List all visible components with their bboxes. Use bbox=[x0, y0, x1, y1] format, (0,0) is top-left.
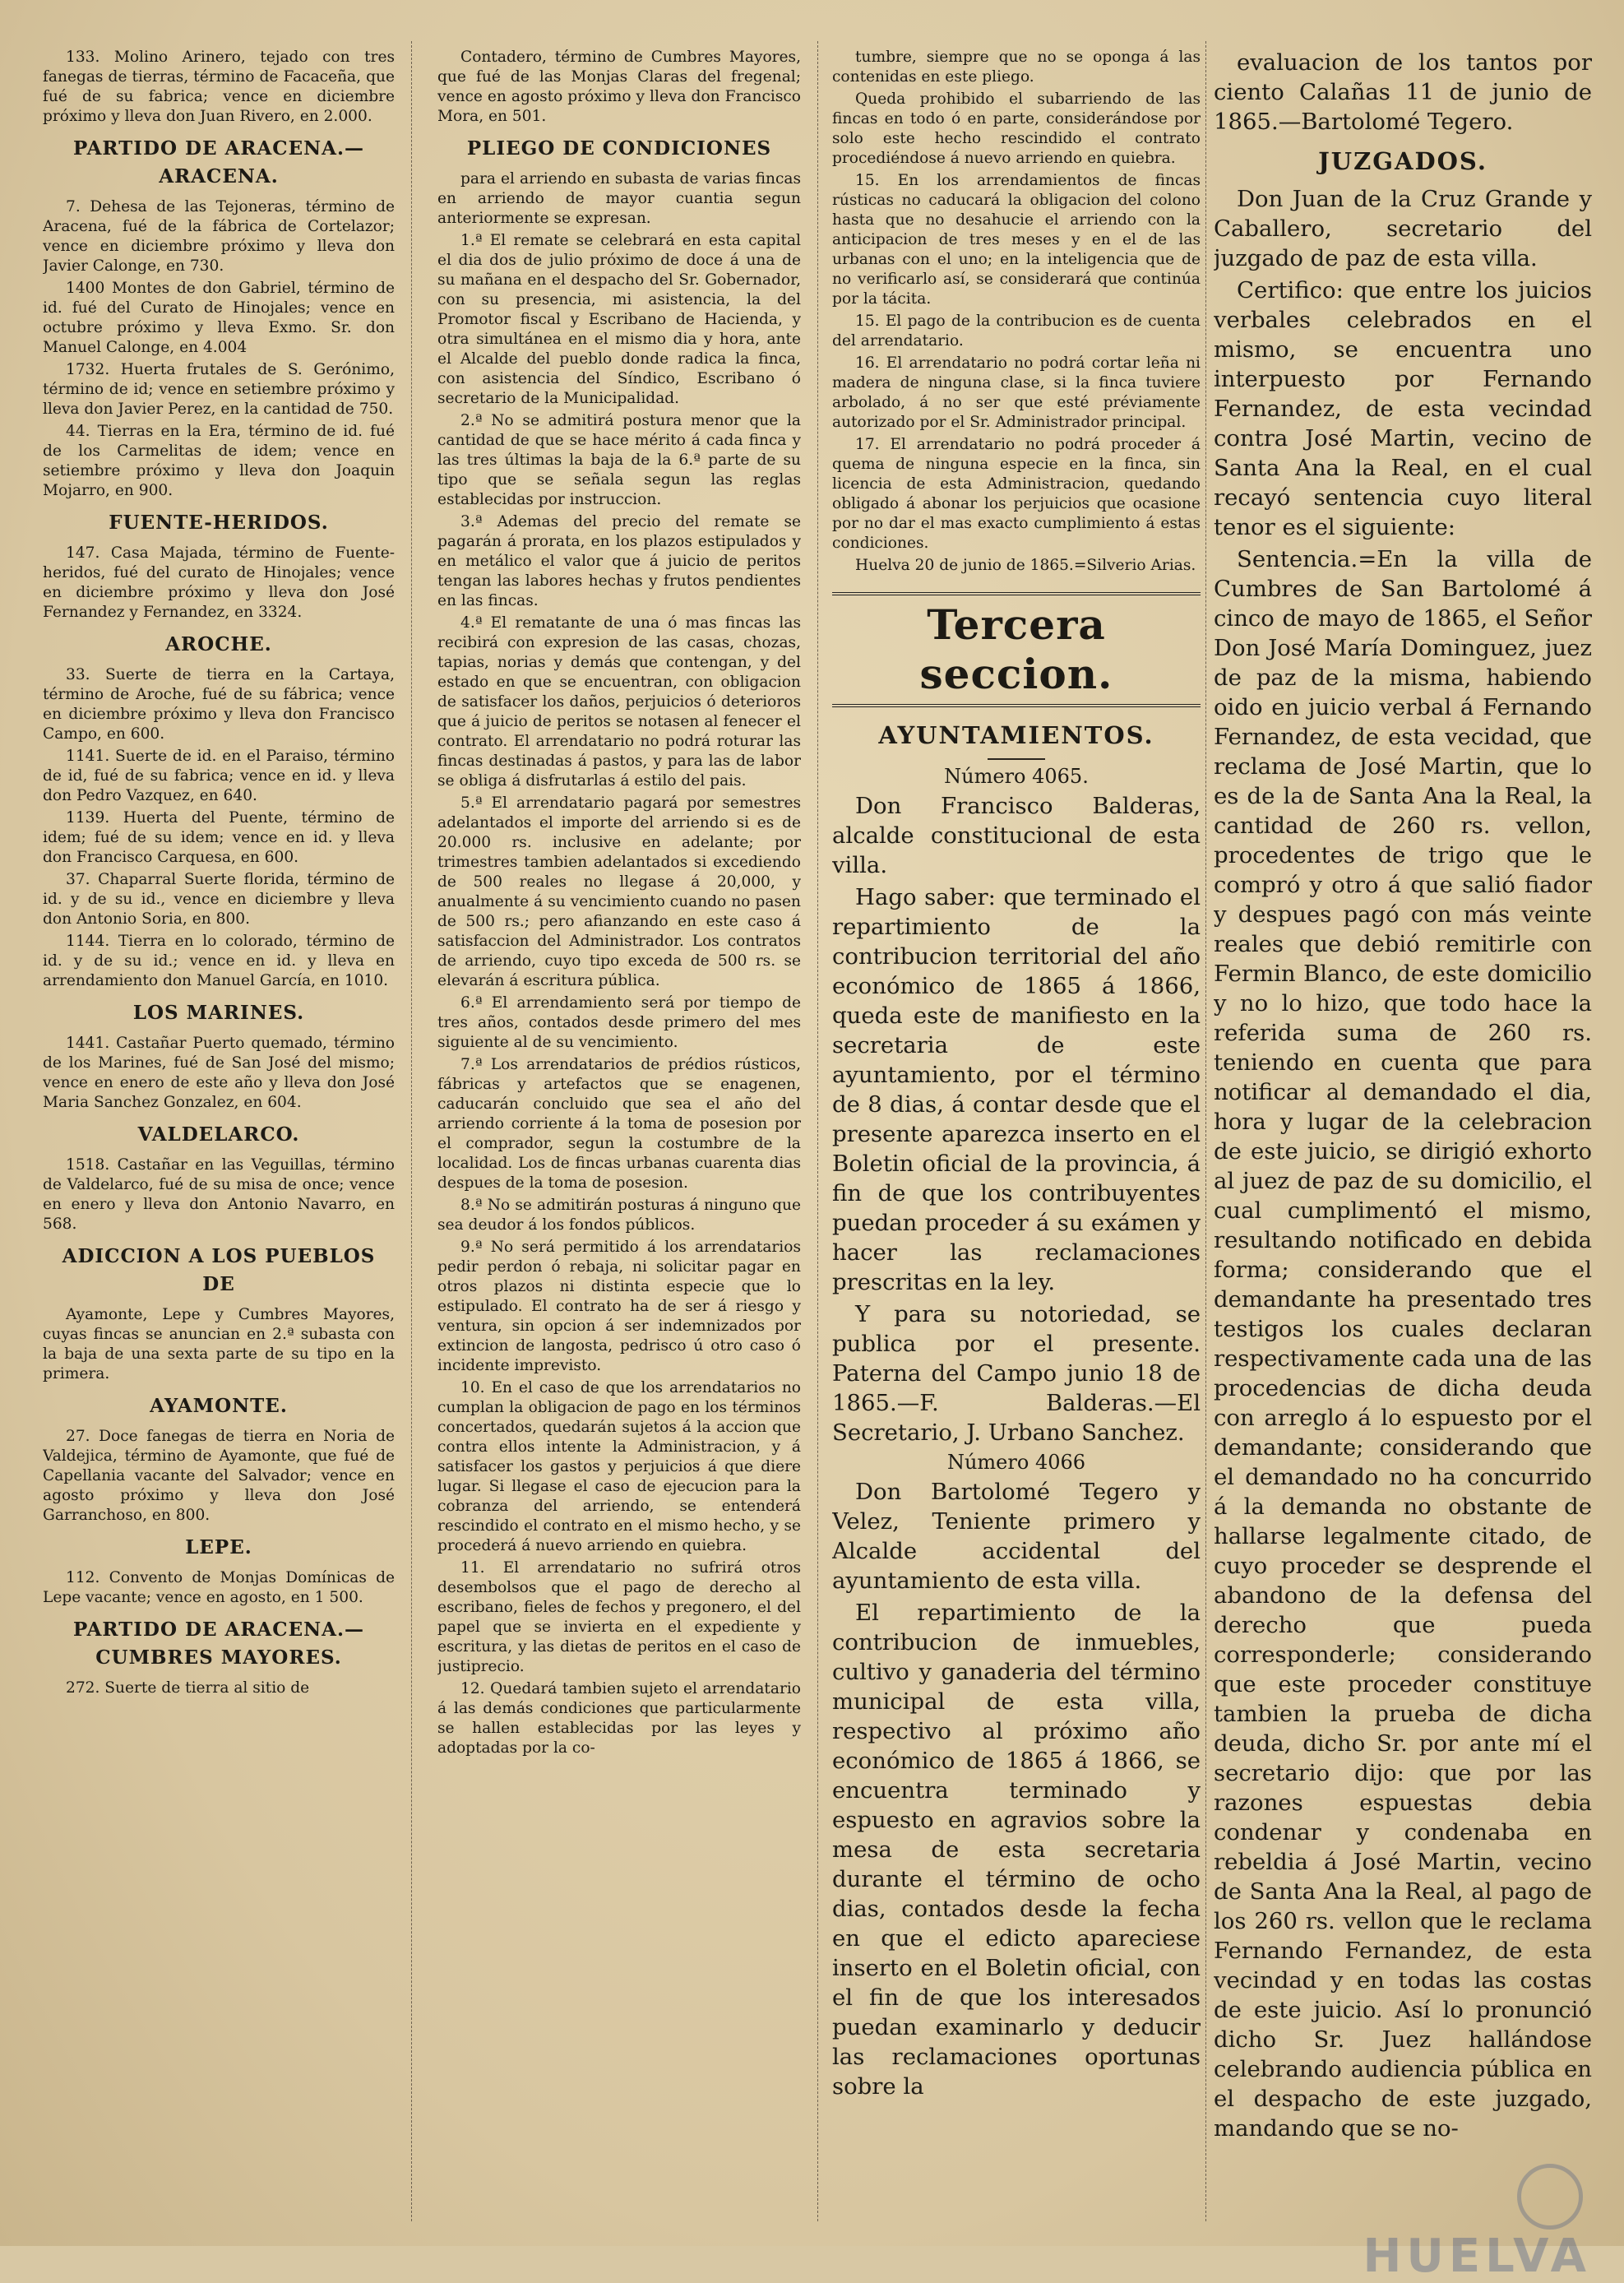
text-paragraph: 11. El arrendatario no sufrirá otros desembolsos que el pago de derecho al escribano, fieles de fechos y pregonero, el del papel que se invierta en el expediente y escritura, y las dietas de peritos en el caso de justiprecio. bbox=[437, 1559, 801, 1675]
column-divider bbox=[1205, 41, 1206, 2221]
notice-paragraph: Don Bartolomé Tegero y Velez, Teniente primero y Alcalde accidental del ayuntamiento de esta villa. bbox=[832, 1479, 1201, 1594]
text-paragraph: 1518. Castañar en las Veguillas, término de Valdelarco, fué de su misa de once; vence en enero y lleva don Antonio Navarro, en 568. bbox=[43, 1156, 395, 1233]
text-paragraph: para el arriendo en subasta de varias fincas en arriendo de mayor cuantia segun anteriormente se expresan. bbox=[437, 170, 801, 227]
section-heading: AYUNTAMIENTOS. bbox=[878, 721, 1154, 749]
short-rule bbox=[988, 758, 1045, 760]
text-paragraph: 17. El arrendatario no podrá proceder á quema de ninguna especie en la finca, sin licencia de esta Administracion, quedando obligado á abonar los perjuicios que ocasione por no dar el mas exacto cumplimiento á estas condiciones. bbox=[832, 436, 1201, 552]
text-paragraph: 1139. Huerta del Puente, término de idem; fué de su idem; vence en id. y lleva don Francisco Carquesa, en 600. bbox=[43, 809, 395, 866]
text-paragraph: 272. Suerte de tierra al sitio de bbox=[66, 1679, 310, 1697]
text-paragraph: 15. En los arrendamientos de fincas rústicas no caducará la obligacion del colono hasta que no desahucie el arriendo con la anticipacion de tres meses y en el de las urbanas con el uno; en la inteligencia que de no verificarlo así, se considerará que continúa por la tácita. bbox=[832, 172, 1201, 308]
section-banner-title: Tercera seccion. bbox=[919, 600, 1113, 698]
column-divider bbox=[817, 41, 818, 2221]
notice-paragraph: Don Francisco Balderas, alcalde constitucional de esta villa. bbox=[832, 793, 1201, 878]
text-paragraph: 1441. Castañar Puerto quemado, término de los Marines, fué de San José del mismo; vence en enero de este año y lleva don José Maria Sanchez Gonzalez, en 604. bbox=[43, 1035, 395, 1111]
section-heading: AYAMONTE. bbox=[150, 1395, 288, 1417]
text-paragraph: 37. Chaparral Suerte florida, término de id. y de su id., vence en diciembre y lleva don Antonio Soria, en 800. bbox=[43, 871, 395, 928]
section-heading: AROCHE. bbox=[165, 633, 272, 655]
text-paragraph: 5.ª El arrendatario pagará por semestres adelantados el importe del arriendo si es de 20.000 rs. inclusive en adelante; por trimestres tambien adelantados si excediendo de 500 reales no llegase á 20,000, y anualmente á su vencimiento cuando no pasen de 500 rs.; pero afianzando en este caso á satisfaccion del Administrador. Los contratos de arriendo, cuyo tipo exceda de 500 rs. se elevarán á escritura pública. bbox=[437, 794, 801, 989]
text-paragraph: 133. Molino Arinero, tejado con tres fanegas de tierras, término de Facaceña, que fué de su fabrica; vence en diciembre próximo y lleva don Juan Rivero, en 2.000. bbox=[43, 49, 395, 125]
section-heading: VALDELARCO. bbox=[137, 1123, 300, 1146]
section-banner bbox=[832, 592, 1201, 707]
text-paragraph: 1400 Montes de don Gabriel, término de id. fué del Curato de Hinojales; vence en octubre próximo y lleva Exmo. Sr. don Manuel Calonge, en 4.004 bbox=[43, 280, 395, 356]
text-paragraph: 16. El arrendatario no podrá cortar leña ni madera de ninguna clase, si la finca tuviere arbolado, á no ser que esté préviamente autorizado por el Sr. Administrador principal. bbox=[832, 354, 1201, 431]
text-paragraph: 7. Dehesa de las Tejoneras, término de Aracena, fué de la fábrica de Cortelazor; vence en diciembre próximo y lleva don Javier Calonge, en 730. bbox=[43, 198, 395, 275]
text-paragraph: 10. En el caso de que los arrendatarios no cumplan la obligacion de pago en los términos concertados, quedarán sujetos á la accion que contra ellos intente la Administracion, y á satisfacer los gastos y perjuicios á que diere lugar. Si llegase el caso de ejecucion para la cobranza del arriendo, se entenderá rescindido el contrato en el mismo hecho, y se procederá á nuevo arriendo en quiebra. bbox=[437, 1379, 801, 1554]
text-paragraph: 3.ª Ademas del precio del remate se pagarán á prorata, en los plazos estipulados y en metálico el valor que á juicio de peritos tengan las labores hechas y frutos pendientes en las fincas. bbox=[437, 513, 801, 609]
section-heading: PLIEGO DE CONDICIONES bbox=[466, 137, 772, 160]
text-paragraph: tumbre, siempre que no se oponga á las contenidas en este pliego. bbox=[832, 49, 1201, 86]
text-paragraph: 15. El pago de la contribucion es de cuenta del arrendatario. bbox=[832, 313, 1201, 350]
column-1 bbox=[43, 48, 395, 2221]
notice-paragraph: evaluacion de los tantos por ciento Calañas 11 de junio de 1865.—Bartolomé Tegero. bbox=[1214, 49, 1592, 135]
notice-number: Número 4066 bbox=[946, 1451, 1086, 1474]
text-paragraph: 8.ª No se admitirán posturas á ninguno que sea deudor á los fondos públicos. bbox=[437, 1197, 801, 1234]
text-paragraph: 1141. Suerte de id. en el Paraiso, término de id, fué de su fabrica; vence en id. y lleva don Pedro Vazquez, en 640. bbox=[43, 748, 395, 804]
text-paragraph: 147. Casa Majada, término de Fuente-heridos, fué del curato de Hinojales; vence en diciembre próximo y lleva don José Fernandez y Fernandez, en 3324. bbox=[43, 544, 395, 621]
column-4 bbox=[1214, 48, 1592, 2221]
text-paragraph: 1144. Tierra en lo colorado, término de id. y de su id.; vence en id. y lleva en arrendamiento don Manuel García, en 1010. bbox=[43, 933, 395, 989]
seal-icon bbox=[1517, 2164, 1583, 2230]
text-paragraph: 4.ª El rematante de una ó mas fincas las recibirá con expresion de las casas, chozas, tapias, norias y demás que contengan, y del estado en que se encuentran, con obligacion de satisfacer los daños, perjuicios ó deterioros que á juicio de peritos se notasen al fenecer el contrato. El arrendatario no podrá roturar las fincas destinadas á pastos, y para las de labor se obliga á disfrutarlas á estilo del pais. bbox=[437, 614, 801, 790]
column-3 bbox=[832, 48, 1201, 2221]
notice-paragraph: Y para su notoriedad, se publica por el presente. Paterna del Campo junio 18 de 1865.—F. Balderas.—El Secretario, J. Urbano Sanchez. bbox=[832, 1301, 1201, 1446]
archive-watermark bbox=[1336, 2164, 1591, 2283]
column-divider bbox=[411, 41, 412, 2221]
text-paragraph: 44. Tierras en la Era, término de id. fué de los Carmelitas de idem; vence en setiembre próximo y lleva don Joaquin Mojarro, en 900. bbox=[43, 423, 395, 499]
section-heading: JUZGADOS. bbox=[1318, 147, 1488, 175]
text-paragraph: 7.ª Los arrendatarios de prédios rústicos, fábricas y artefactos que se enagenen, caducarán concluido que sea el año del arriendo corriente á la toma de posesion por el comprador, segun la costumbre de la localidad. Los de fincas urbanas cuarenta dias despues de la toma de posesion. bbox=[437, 1056, 801, 1192]
watermark-text: HUELVA bbox=[1363, 2230, 1591, 2283]
text-paragraph: 33. Suerte de tierra en la Cartaya, término de Aroche, fué de su fábrica; vence en diciembre próximo y lleva don Francisco Campo, en 600. bbox=[43, 666, 395, 743]
text-paragraph: 1.ª El remate se celebrará en esta capital el dia dos de julio próximo de doce á una de su mañana en el despacho del Sr. Gobernador, con su presencia, mi asistencia, la del Promotor fiscal y Escribano de Hacienda, y otra simultánea en el mismo dia y hora, ante el Alcalde del pueblo donde radica la finca, con asistencia del Síndico, Escribano ó secretario de la Municipalidad. bbox=[437, 232, 801, 407]
text-paragraph: Ayamonte, Lepe y Cumbres Mayores, cuyas fincas se anuncian en 2.ª subasta con la baja de una sexta parte de su tipo en la primera. bbox=[43, 1306, 395, 1382]
text-paragraph: 6.ª El arrendamiento será por tiempo de tres años, contados desde primero del mes siguiente al de su vencimiento. bbox=[437, 994, 801, 1051]
text-paragraph: Queda prohibido el subarriendo de las fincas en todo ó en parte, considerándose por solo este hecho rescindido el contrato procediéndose á nuevo arriendo en quiebra. bbox=[832, 90, 1201, 167]
text-paragraph: 9.ª No será permitido á los arrendatarios pedir perdon ó rebaja, ni solicitar pagar en otros plazos ni distinta especie que lo estipulado. El contrato ha de ser á riesgo y ventura, sin opcion á ser indemnizados por extincion de langosta, pedrisco ú otro caso ó incidente imprevisto. bbox=[437, 1239, 801, 1374]
section-heading: LEPE. bbox=[185, 1536, 252, 1558]
notice-paragraph: Don Juan de la Cruz Grande y Caballero, secretario del juzgado de paz de esta villa. bbox=[1214, 186, 1592, 271]
notice-paragraph: Sentencia.=En la villa de Cumbres de San Bartolomé á cinco de mayo de 1865, el Señor Don José María Dominguez, juez de paz de la misma, habiendo oido en juicio verbal á Fernando Fernandez, de esta vecidad, que reclama de José Martin, que lo es de la de Santa Ana la Real, la cantidad de 260 rs. vellon, procedentes de trigo que le compró y otro á que salió fiador y despues pagó con más veinte reales que debió remitirle con Fermin Blanco, de este domicilio y no lo hizo, que todo hace la referida suma de 260 rs. teniendo en cuenta que para notificar al demandado el dia, hora y lugar de la celebracion de este juicio, se dirigió exhorto al juez de paz de su domicilio, el cual cumplimentó el mismo, resultando notificado en debida forma; considerando que el demandante ha presentado tres testigos los cuales declaran respectivamente cada una de las procedencias de dicha deuda con arreglo á lo espuesto por el demandante; considerando que el demandado no ha concurrido á la demanda no obstante de hallarse legalmente citado, de cuyo proceder se desprende el abandono de la defensa del derecho que pueda corresponderle; considerando que este proceder constituye tambien la prueba de dicha deuda, dicho Sr. por ante mí el secretario dijo: que por las razones espuestas debia condenar y condenaba en rebeldia á José Martin, vecino de Santa Ana la Real, al pago de los 260 rs. vellon que le reclama Fernando Fernandez, de esta vecindad y en todas las costas de este juicio. Así lo pronunció dicho Sr. Juez hallándose celebrando audiencia pública en el despacho de este juzgado, mandando que se no- bbox=[1214, 546, 1592, 2142]
section-heading: ADICCION A LOS PUEBLOS DE bbox=[62, 1245, 376, 1295]
text-paragraph: 1732. Huerta frutales de S. Gerónimo, término de id; vence en setiembre próximo y lleva don Javier Perez, en la cantidad de 750. bbox=[43, 361, 395, 418]
text-paragraph: 2.ª No se admitirá postura menor que la cantidad de que se hace mérito á cada finca y las tres últimas la baja de la 6.ª parte de su tipo que se señala segun las reglas establecidas por instruccion. bbox=[437, 412, 801, 508]
text-paragraph: 27. Doce fanegas de tierra en Noria de Valdejica, término de Ayamonte, que fué de Capellania vacante del Salvador; vence en agosto próximo y lleva don José Garranchoso, en 800. bbox=[43, 1428, 395, 1524]
section-heading: FUENTE-HERIDOS. bbox=[109, 512, 329, 534]
column-2 bbox=[437, 48, 801, 2221]
notice-paragraph: El repartimiento de la contribucion de inmuebles, cultivo y ganaderia del término municipal de esta villa, respectivo al próximo año económico de 1865 á 1866, se encuentra terminado y espuesto en agravios sobre la mesa de esta secretaria durante el término de ocho dias, contados desde la fecha en que el edicto apareciese inserto en el Boletin oficial, con el fin de que los interesados puedan examinarlo y deducir las reclamaciones oportunas sobre la bbox=[832, 1600, 1201, 2100]
text-paragraph: Contadero, término de Cumbres Mayores, que fué de las Monjas Claras del fregenal; vence en agosto próximo y lleva don Francisco Mora, en 501. bbox=[437, 49, 801, 125]
text-paragraph: 112. Convento de Monjas Domínicas de Lepe vacante; vence en agosto, en 1 500. bbox=[43, 1569, 395, 1606]
text-paragraph: Huelva 20 de junio de 1865.=Silverio Arias. bbox=[855, 557, 1196, 574]
section-heading: PARTIDO DE ARACENA.—CUMBRES MAYORES. bbox=[72, 1618, 365, 1669]
notice-paragraph: Certifico: que entre los juicios verbales celebrados en el mismo, se encuentra uno interpuesto por Fernando Fernandez, de esta vecindad contra José Martin, vecino de Santa Ana la Real, en el cual recayó sentencia cuyo literal tenor es el siguiente: bbox=[1214, 277, 1592, 540]
section-heading: PARTIDO DE ARACENA.—ARACENA. bbox=[72, 137, 365, 188]
section-heading: LOS MARINES. bbox=[132, 1002, 305, 1024]
text-paragraph: 12. Quedará tambien sujeto el arrendatario á las demás condiciones que particularmente se hallen establecidas por las leyes y adoptadas por la co- bbox=[437, 1680, 801, 1757]
notice-paragraph: Hago saber: que terminado el repartimiento de la contribucion territorial del año económico de 1865 á 1866, queda este de manifiesto en la secretaria de este ayuntamiento, por el término de 8 dias, á contar desde que el presente aparezca inserto en el Boletin oficial de la provincia, á fin de que los contribuyentes puedan proceder á su exámen y hacer las reclamaciones prescritas en la ley. bbox=[832, 884, 1201, 1295]
notice-number: Número 4065. bbox=[944, 765, 1089, 788]
